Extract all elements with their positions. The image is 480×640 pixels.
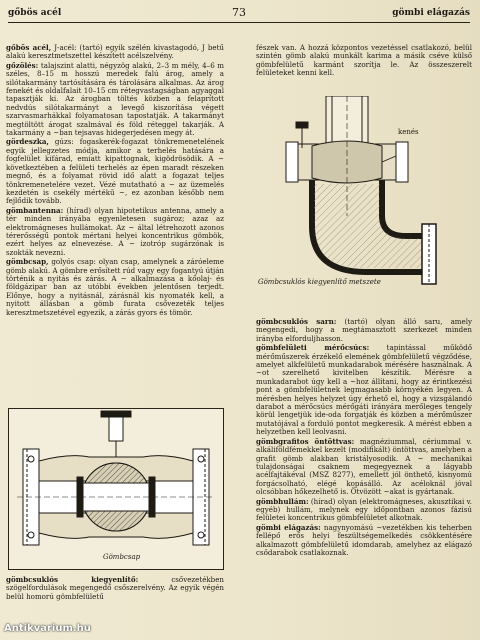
entry-text: nagynyomású ~vezetékben kis teherben fellépő erős helyi feszültségemelkedés csökkentésére alkalmazott gömbfelületű idomdarab, amelyhez az elágazó csődarabok csatlakoznak. (256, 522, 472, 557)
header-left-term: gőbös acél (8, 8, 62, 18)
entry-text: gúzs: fogaskerék-fogazat tönkremenetelének egyik jellegzetes módja, amikor a terhelés hatására a fogfelület kifárad, emiatt kipattognak, kigödrösödik. A ~ következtében a felületi terhelés az épen maradt részeken megnő, és a folyamat rövid idő alatt a fogazat teljes tönkremenetelére vezet. Vézé mutatható a ~ az üzemelés kezdetén is csekély mértékű ~, ez azonban később nem fejlődik tovább. (6, 137, 224, 206)
entry (6, 44, 224, 61)
entry-headword: gőzölés: (6, 60, 39, 70)
entry (6, 138, 224, 205)
entry-headword: gömbcsuklós kiegyenlítő: (6, 575, 139, 584)
entry (256, 344, 472, 436)
watermark: Antikvarium.hu (4, 623, 91, 634)
page-number: 73 (232, 6, 246, 19)
entry (256, 524, 472, 558)
entry-headword: gömbcsap, (6, 257, 49, 267)
left-column (6, 44, 224, 318)
entry-text: J-acél: (tartó) egyik szélén kivastagodó, J betű alakú keresztmetszettel készített acélszelvény. (6, 43, 224, 61)
lubrication-label: kenés (398, 128, 419, 136)
entry-headword: gömbcsuklós sarn: (256, 317, 337, 326)
entry (6, 576, 224, 601)
entry-headword: gömbfelületi mérőcsúcs: (256, 343, 370, 353)
entry (6, 62, 224, 138)
entry-headword: gömbgrafitos öntöttvas: (256, 436, 355, 446)
entry (256, 318, 472, 343)
entry-headword: gömbantenna: (6, 205, 64, 215)
figure-caption: Gömbcsuklós kiegyenlítő metszete (258, 278, 381, 286)
entry-headword: gőbös acél, (6, 43, 52, 52)
entry-headword: gömbhullám: (256, 496, 309, 506)
left-column-bottom (6, 576, 224, 602)
entry-text: (hírad) olyan (elektromágneses, akusztikai v. egyéb) hullám, melynek egy időpontban azonos fázisú felületei koncentrikus gömbfelületet alkotnak. (256, 496, 472, 523)
entry (256, 498, 472, 523)
entry-text: (tartó) olyan álló saru, amely megengedi, hogy a megtámasztott szerkezet minden irányba elforduljhasson. (256, 317, 473, 343)
entry (6, 207, 224, 257)
entry (256, 438, 472, 497)
header-rule (8, 22, 470, 23)
compensator-figure (256, 96, 466, 292)
continued-text: fészek van. A hozzá központos vezetéssel csatlakozó, belül szintén gömb alakú munkált karima a másik cséve külső gömbfelületű karmánt szorítja le. Az összeszerelt felületeket kenni kell. (256, 43, 472, 78)
entry-text: golyós csap: olyan csap, amelynek a záróeleme gömb alakú. A gömbre erősített rúd vagy egy fogantyú útján történik a nyitás és zárás. A ~ alkalmazása a kőolaj- és földgázipar ban az utóbbi években jelentősen terjedt. Előnye, hogy a nyitásnál, zárásnál kis nyomaték kell, a nyitott állásban a gömb furata csővezeték teljes keresztmetszetével egyezik, a zárás gyors és tömör. (6, 257, 224, 317)
header-right-term: gömbi elágazás (392, 8, 470, 18)
entry (6, 258, 224, 317)
entry-text: magnéziummal, cériummal v. alkáliföldfémekkel kezelt (modifikált) öntöttvas, amelyben a grafit gömb alakban kristályosodik. A ~ mechanikai tulajdonságai csaknem megegyeznek a lágyabb acélfajtákéval (MSZ 8277), emellett jól önthető, kisnyomú forgácsolható, elégé kopásálló. Az acéloknál jóval olcsóbban hőkezelhető is. Ötvözött ~akat is gyártanak. (256, 436, 472, 497)
entry-text: talajszint alatti, négyzög alakú, 2–3 m mély, 4–6 m széles, 8–15 m hosszú meredek falú árog, amely a silótakarmány tartósítására és tárolására alkalmas. Az árog fenekét és oldalfalait 10–15 cm rétegvastagságban agyaggal tapasztják ki. Az árogban töltés közben a felaprított nedvdús silótakarmányt a levegő kiszorítása végett szarvasmarhákkal folyamatosan tapostatják. A takarmányt megtöltött árogat szalmával és föld réteggel takarják. A takarmány a ~ban tejsavas hidegerjedésen megy át. (6, 60, 224, 138)
ball-valve-drawing (9, 409, 223, 569)
right-column (256, 318, 472, 558)
entry-text: csővezetékben szögelfordulások megengedő csőszerelvény. Az egyik végén belül homorú gömbfelületű (6, 575, 224, 601)
figure-caption: Gömbcsap (103, 553, 141, 561)
entry-text: tapintással működő mérőműszerek érzékelő elemének gömbfelületű végződése, amelyet alkfelületű munkadarabok mérésére használnak. A ~ot szerelhető kivitelben készítik. Mérésre a munkadarabot úgy kell a ~hoz állítani, hogy az érintkezési pont a gömbfelületnek legmagasabb környékén legyen. A mérésben helyes helyzet úgy érhető el, hogy a vizsgálandó darabot a mérőcsúcs mérőgáti irányára merőleges tengely körül lengetjük ide-oda forgatják és közben a mérőműszer mutatójával a forduló pontot megkeresik. A mérést ebben a helyzetben kell leolvasni. (256, 343, 472, 437)
compensator-drawing (256, 96, 466, 292)
stem-housing (109, 415, 123, 441)
entry-headword: gömbi elágazás: (256, 522, 321, 532)
stem-cap (101, 411, 131, 417)
running-header (8, 6, 470, 22)
right-column-top (256, 44, 472, 79)
entry-text: (hírad) olyan hipotetikus antenna, amely a tér minden irányába egyenletesen sugároz; azaz az elektromágneses hullámokat. Az ~ által létrehozott azonos térerősségű pontok mértani helyei koncentrikus gömbök, ezért helyes az elnevezése. A ~ izotróp sugárzónak is szokták nevezni. (6, 205, 224, 257)
entry-headword: gördeszka, (6, 137, 49, 147)
ball-valve-figure (8, 408, 224, 570)
